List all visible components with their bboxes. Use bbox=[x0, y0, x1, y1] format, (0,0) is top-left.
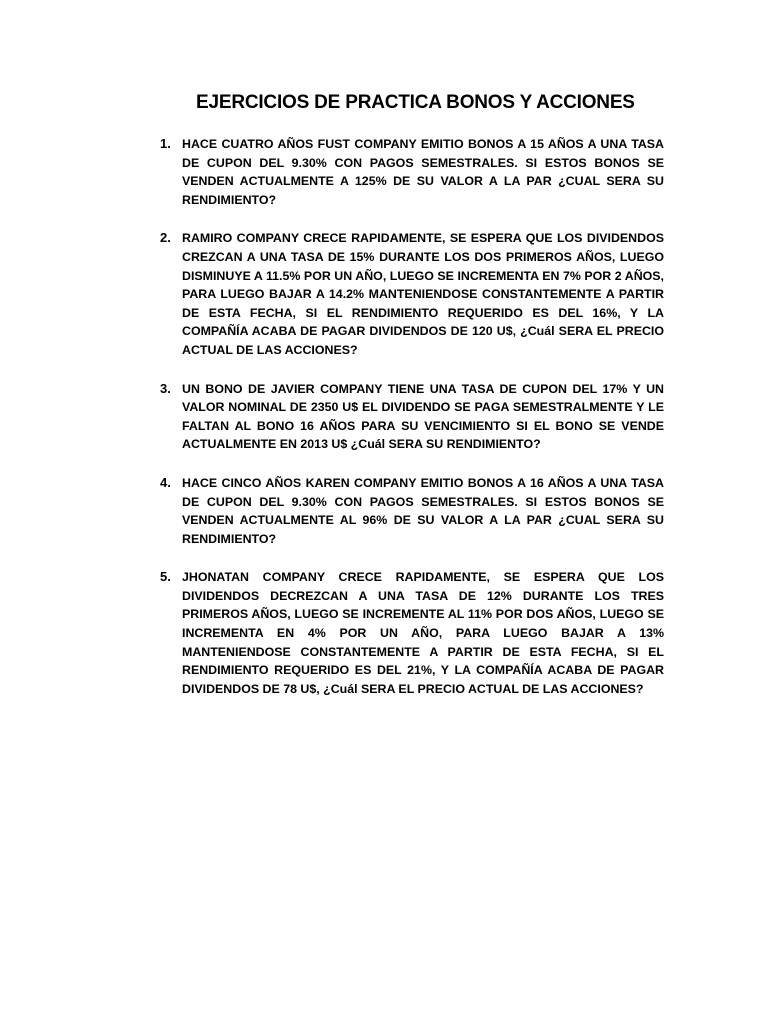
exercise-list bbox=[160, 135, 664, 718]
exercise-number: 1. bbox=[160, 136, 171, 151]
exercise-item bbox=[160, 474, 664, 548]
exercise-number: 4. bbox=[160, 474, 171, 490]
exercise-text: RAMIRO COMPANY CRECE RAPIDAMENTE, SE ESPERA QUE LOS DIVIDENDOS CREZCAN A UNA TASA DE 15% DURANTE LOS DOS PRIMEROS AÑOS, LUEGO DISMINUYE A 11.5% POR UN AÑO, LUEGO SE INCREMENTA EN 7% POR 2 AÑOS, PARA LUEGO BAJAR A 14.2% MANTENIENDOSE CONSTANTEMENTE A PARTIR DE ESTA FECHA, SI EL RENDIMIENTO REQUERIDO ES DEL 16%, Y LA COMPAÑÍA ACABA DE PAGAR DIVIDENDOS DE 120 U$, ¿Cuál SERA EL PRECIO ACTUAL DE LAS ACCIONES? bbox=[182, 231, 664, 357]
exercise-number: 5. bbox=[160, 569, 171, 585]
page-title: EJERCICIOS DE PRACTICA BONOS Y ACCIONES bbox=[196, 92, 635, 113]
exercise-number: 2. bbox=[160, 230, 171, 246]
exercise-text: JHONATAN COMPANY CRECE RAPIDAMENTE, SE ESPERA QUE LOS DIVIDENDOS DECREZCAN A UNA TASA DE 12% DURANTE LOS TRES PRIMEROS AÑOS, LUEGO SE INCREMENTE AL 11% POR DOS AÑOS, LUEGO SE INCREMENTA EN 4% POR UN AÑO, PARA LUEGO BAJAR A 13% MANTENIENDOSE CONSTANTEMENTE A PARTIR DE ESTA FECHA, SI EL RENDIMIENTO REQUERIDO ES DEL 21%, Y LA COMPAÑÍA ACABA DE PAGAR DIVIDENDOS DE 78 U$, ¿Cuál SERA EL PRECIO ACTUAL DE LAS ACCIONES? bbox=[182, 570, 664, 696]
exercise-item bbox=[160, 229, 664, 359]
exercise-number: 3. bbox=[160, 380, 171, 396]
exercise-text: HACE CUATRO AÑOS FUST COMPANY EMITIO BONOS A 15 AÑOS A UNA TASA DE CUPON DEL 9.30% CON PAGOS SEMESTRALES. SI ESTOS BONOS SE VENDEN ACTUALMENTE A 125% DE SU VALOR A LA PAR ¿CUAL SERA SU RENDIMIENTO? bbox=[182, 137, 664, 207]
exercise-item bbox=[160, 568, 664, 698]
exercise-item bbox=[160, 380, 664, 454]
exercise-text: HACE CINCO AÑOS KAREN COMPANY EMITIO BONOS A 16 AÑOS A UNA TASA DE CUPON DEL 9.30% CON PAGOS SEMESTRALES. SI ESTOS BONOS SE VENDEN ACTUALMENTE AL 96% DE SU VALOR A LA PAR ¿CUAL SERA SU RENDIMIENTO? bbox=[182, 475, 664, 546]
exercise-item bbox=[160, 135, 664, 209]
exercise-text: UN BONO DE JAVIER COMPANY TIENE UNA TASA DE CUPON DEL 17% Y UN VALOR NOMINAL DE 2350 U$ EL DIVIDENDO SE PAGA SEMESTRALMENTE Y LE FALTAN AL BONO 16 AÑOS PARA SU VENCIMIENTO SI EL BONO SE VENDE ACTUALMENTE EN 2013 U$ ¿Cuál SERA SU RENDIMIENTO? bbox=[182, 381, 664, 452]
